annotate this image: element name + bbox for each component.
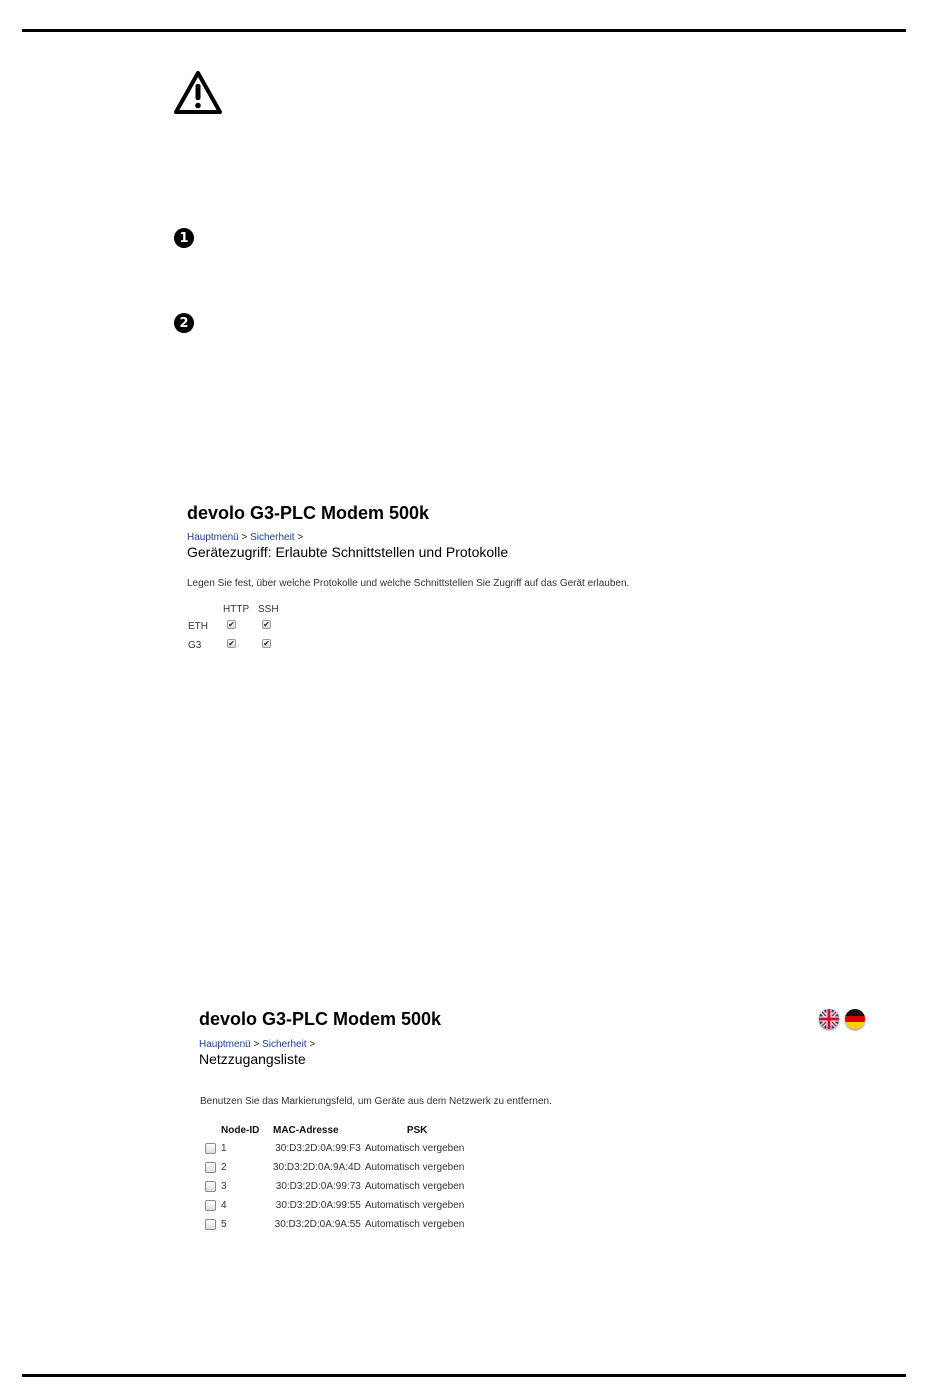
bottom-rule (22, 1374, 906, 1377)
column-header-psk: PSK (406, 1124, 428, 1136)
page-title: Gerätezugriff: Erlaubte Schnittstellen und Protokolle (187, 544, 509, 560)
table-row (205, 1139, 464, 1158)
app-title: devolo G3-PLC Modem 500k (199, 1009, 442, 1029)
page-description: Legen Sie fest, über welche Protokolle und welche Schnittstellen Sie Zugriff auf das Gerät erlauben. (187, 578, 630, 589)
table-row (205, 1215, 464, 1234)
column-header-node-id: Node-ID (221, 1124, 260, 1136)
mac-cell: 30:D3:2D:0A:99:73 (275, 1181, 361, 1192)
g3-ssh-checkbox[interactable]: ✔ (263, 638, 270, 648)
row-select-checkbox[interactable] (205, 1200, 216, 1211)
node-id-cell: 5 (221, 1219, 227, 1230)
interface-protocol-grid (187, 604, 787, 664)
node-id-cell: 1 (221, 1143, 227, 1154)
warning-triangle-icon (173, 70, 223, 115)
psk-cell: Automatisch vergeben (364, 1181, 465, 1192)
table-row (205, 1196, 464, 1215)
breadcrumb (199, 1039, 879, 1050)
row-label-g3: G3 (188, 640, 202, 651)
node-id-cell: 4 (221, 1200, 227, 1211)
row-select-checkbox[interactable] (205, 1143, 216, 1154)
page-title: Netzzugangsliste (199, 1051, 306, 1067)
psk-cell: Automatisch vergeben (364, 1143, 465, 1154)
app-title: devolo G3-PLC Modem 500k (187, 503, 430, 523)
mac-cell: 30:D3:2D:0A:9A:55 (274, 1219, 361, 1230)
callout-1-badge: 1 (174, 228, 194, 248)
breadcrumb (187, 532, 787, 543)
row-select-checkbox[interactable] (205, 1162, 216, 1173)
row-label-eth: ETH (188, 621, 208, 632)
eth-http-checkbox[interactable]: ✔ (228, 619, 235, 629)
table-row (205, 1177, 464, 1196)
psk-cell: Automatisch vergeben (364, 1162, 465, 1173)
top-rule (22, 29, 906, 32)
eth-ssh-checkbox[interactable]: ✔ (263, 619, 270, 629)
device-access-screenshot (187, 503, 787, 664)
breadcrumb-separator: > (309, 1039, 316, 1050)
network-access-list-screenshot (199, 1009, 879, 1249)
callout-2-badge: 2 (174, 313, 194, 333)
column-header-mac: MAC-Adresse (273, 1124, 339, 1136)
de-flag-icon[interactable] (845, 1009, 865, 1029)
uk-flag-icon[interactable] (819, 1009, 839, 1029)
breadcrumb-security-link[interactable]: Sicherheit (250, 532, 295, 543)
page-description: Benutzen Sie das Markierungsfeld, um Geräte aus dem Netzwerk zu entfernen. (200, 1096, 552, 1107)
node-id-cell: 2 (221, 1162, 227, 1173)
breadcrumb-separator: > (297, 532, 304, 543)
mac-cell: 30:D3:2D:0A:99:F3 (275, 1143, 361, 1154)
column-header-ssh: SSH (258, 604, 279, 615)
row-select-checkbox[interactable] (205, 1219, 216, 1230)
breadcrumb-separator: > (253, 1039, 260, 1050)
node-table-header (205, 1121, 464, 1139)
g3-http-checkbox[interactable]: ✔ (228, 638, 235, 648)
breadcrumb-security-link[interactable]: Sicherheit (262, 1039, 307, 1050)
psk-cell: Automatisch vergeben (364, 1200, 465, 1211)
row-select-checkbox[interactable] (205, 1181, 216, 1192)
node-id-cell: 3 (221, 1181, 227, 1192)
breadcrumb-main-link[interactable]: Hauptmenü (199, 1039, 251, 1050)
table-row (205, 1158, 464, 1177)
mac-cell: 30:D3:2D:0A:9A:4D (273, 1162, 361, 1173)
breadcrumb-separator: > (241, 532, 248, 543)
mac-cell: 30:D3:2D:0A:99:55 (275, 1200, 361, 1211)
breadcrumb-main-link[interactable]: Hauptmenü (187, 532, 239, 543)
node-table (205, 1121, 464, 1234)
psk-cell: Automatisch vergeben (364, 1219, 465, 1230)
column-header-http: HTTP (223, 604, 250, 615)
